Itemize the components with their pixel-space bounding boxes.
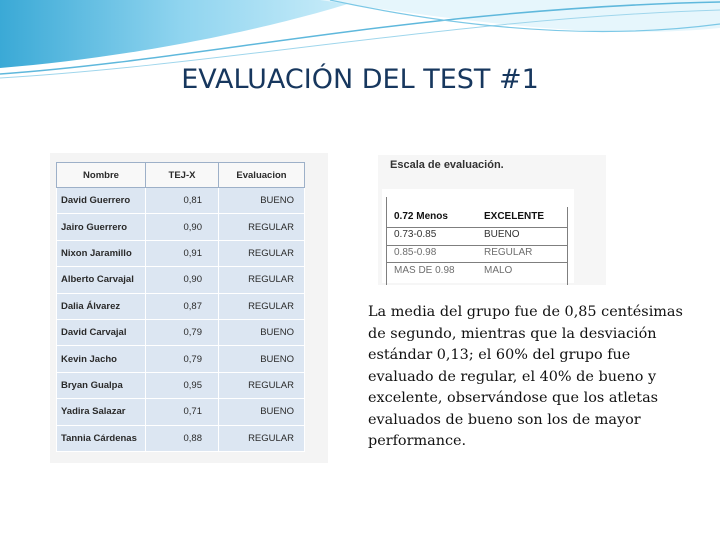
table-row xyxy=(57,267,305,293)
cell-grade: REGULAR xyxy=(219,293,305,319)
cell-name: Jairo Guerrero xyxy=(57,214,146,240)
cell-value: 0,88 xyxy=(146,425,219,451)
cell-grade: REGULAR xyxy=(219,214,305,240)
table-row xyxy=(57,293,305,319)
table-header-row xyxy=(57,163,305,188)
cell-value: 0,95 xyxy=(146,372,219,398)
cell-grade: BUENO xyxy=(219,346,305,372)
cell-value: 0,71 xyxy=(146,399,219,425)
cell-value: 0,79 xyxy=(146,346,219,372)
table-row xyxy=(57,372,305,398)
summary-paragraph: La media del grupo fue de 0,85 centésimas de segundo, mientras que la desviación estándar 0,13; el 60% del grupo fue evaluado de regular, el 40% de bueno y excelente, observándose que los atletas evaluados de bueno son los de mayor performance. xyxy=(368,304,683,449)
cell-grade: BUENO xyxy=(219,399,305,425)
scale-divider xyxy=(386,245,568,246)
scale-range: 0.85-0.98 xyxy=(394,247,437,258)
cell-name: Yadira Salazar xyxy=(57,399,146,425)
cell-value: 0,79 xyxy=(146,319,219,345)
cell-grade: REGULAR xyxy=(219,240,305,266)
scale-range: 0.72 Menos xyxy=(394,211,448,222)
column-header-evaluation: Evaluacion xyxy=(219,163,305,188)
cell-name: David Guerrero xyxy=(57,188,146,214)
scale-range: 0.73-0.85 xyxy=(394,229,437,240)
cell-name: Bryan Gualpa xyxy=(57,372,146,398)
cell-name: Dalia Álvarez xyxy=(57,293,146,319)
cell-grade: REGULAR xyxy=(219,267,305,293)
scale-label: REGULAR xyxy=(484,247,533,258)
results-table-image xyxy=(50,153,328,463)
cell-name: Alberto Carvajal xyxy=(57,267,146,293)
results-table xyxy=(56,162,305,452)
slide-title: EVALUACIÓN DEL TEST #1 xyxy=(181,64,539,95)
table-row xyxy=(57,214,305,240)
scale-right-border xyxy=(567,207,568,285)
cell-grade: BUENO xyxy=(219,319,305,345)
cell-name: Nixon Jaramillo xyxy=(57,240,146,266)
table-row xyxy=(57,399,305,425)
cell-value: 0,90 xyxy=(146,214,219,240)
cell-value: 0,90 xyxy=(146,267,219,293)
evaluation-scale-image xyxy=(378,155,606,285)
cell-name: Tannia Cárdenas xyxy=(57,425,146,451)
table-row xyxy=(57,240,305,266)
cell-grade: BUENO xyxy=(219,188,305,214)
table-row xyxy=(57,346,305,372)
column-header-value: TEJ-X xyxy=(146,163,219,188)
table-row xyxy=(57,188,305,214)
scale-divider xyxy=(386,227,568,228)
cell-name: Kevin Jacho xyxy=(57,346,146,372)
wave-band xyxy=(0,0,360,68)
scale-table xyxy=(382,189,574,283)
table-row xyxy=(57,425,305,451)
table-row xyxy=(57,319,305,345)
scale-label: MALO xyxy=(484,265,513,276)
cell-name: David Carvajal xyxy=(57,319,146,345)
scale-left-border xyxy=(386,197,387,285)
scale-range: MAS DE 0.98 xyxy=(394,265,455,276)
cell-value: 0,81 xyxy=(146,188,219,214)
cell-grade: REGULAR xyxy=(219,372,305,398)
scale-label: EXCELENTE xyxy=(484,211,545,222)
scale-divider xyxy=(386,262,568,263)
cell-value: 0,91 xyxy=(146,240,219,266)
cell-value: 0,87 xyxy=(146,293,219,319)
cell-grade: REGULAR xyxy=(219,425,305,451)
scale-label: BUENO xyxy=(484,229,520,240)
scale-title: Escala de evaluación. xyxy=(390,159,504,171)
column-header-name: Nombre xyxy=(57,163,146,188)
